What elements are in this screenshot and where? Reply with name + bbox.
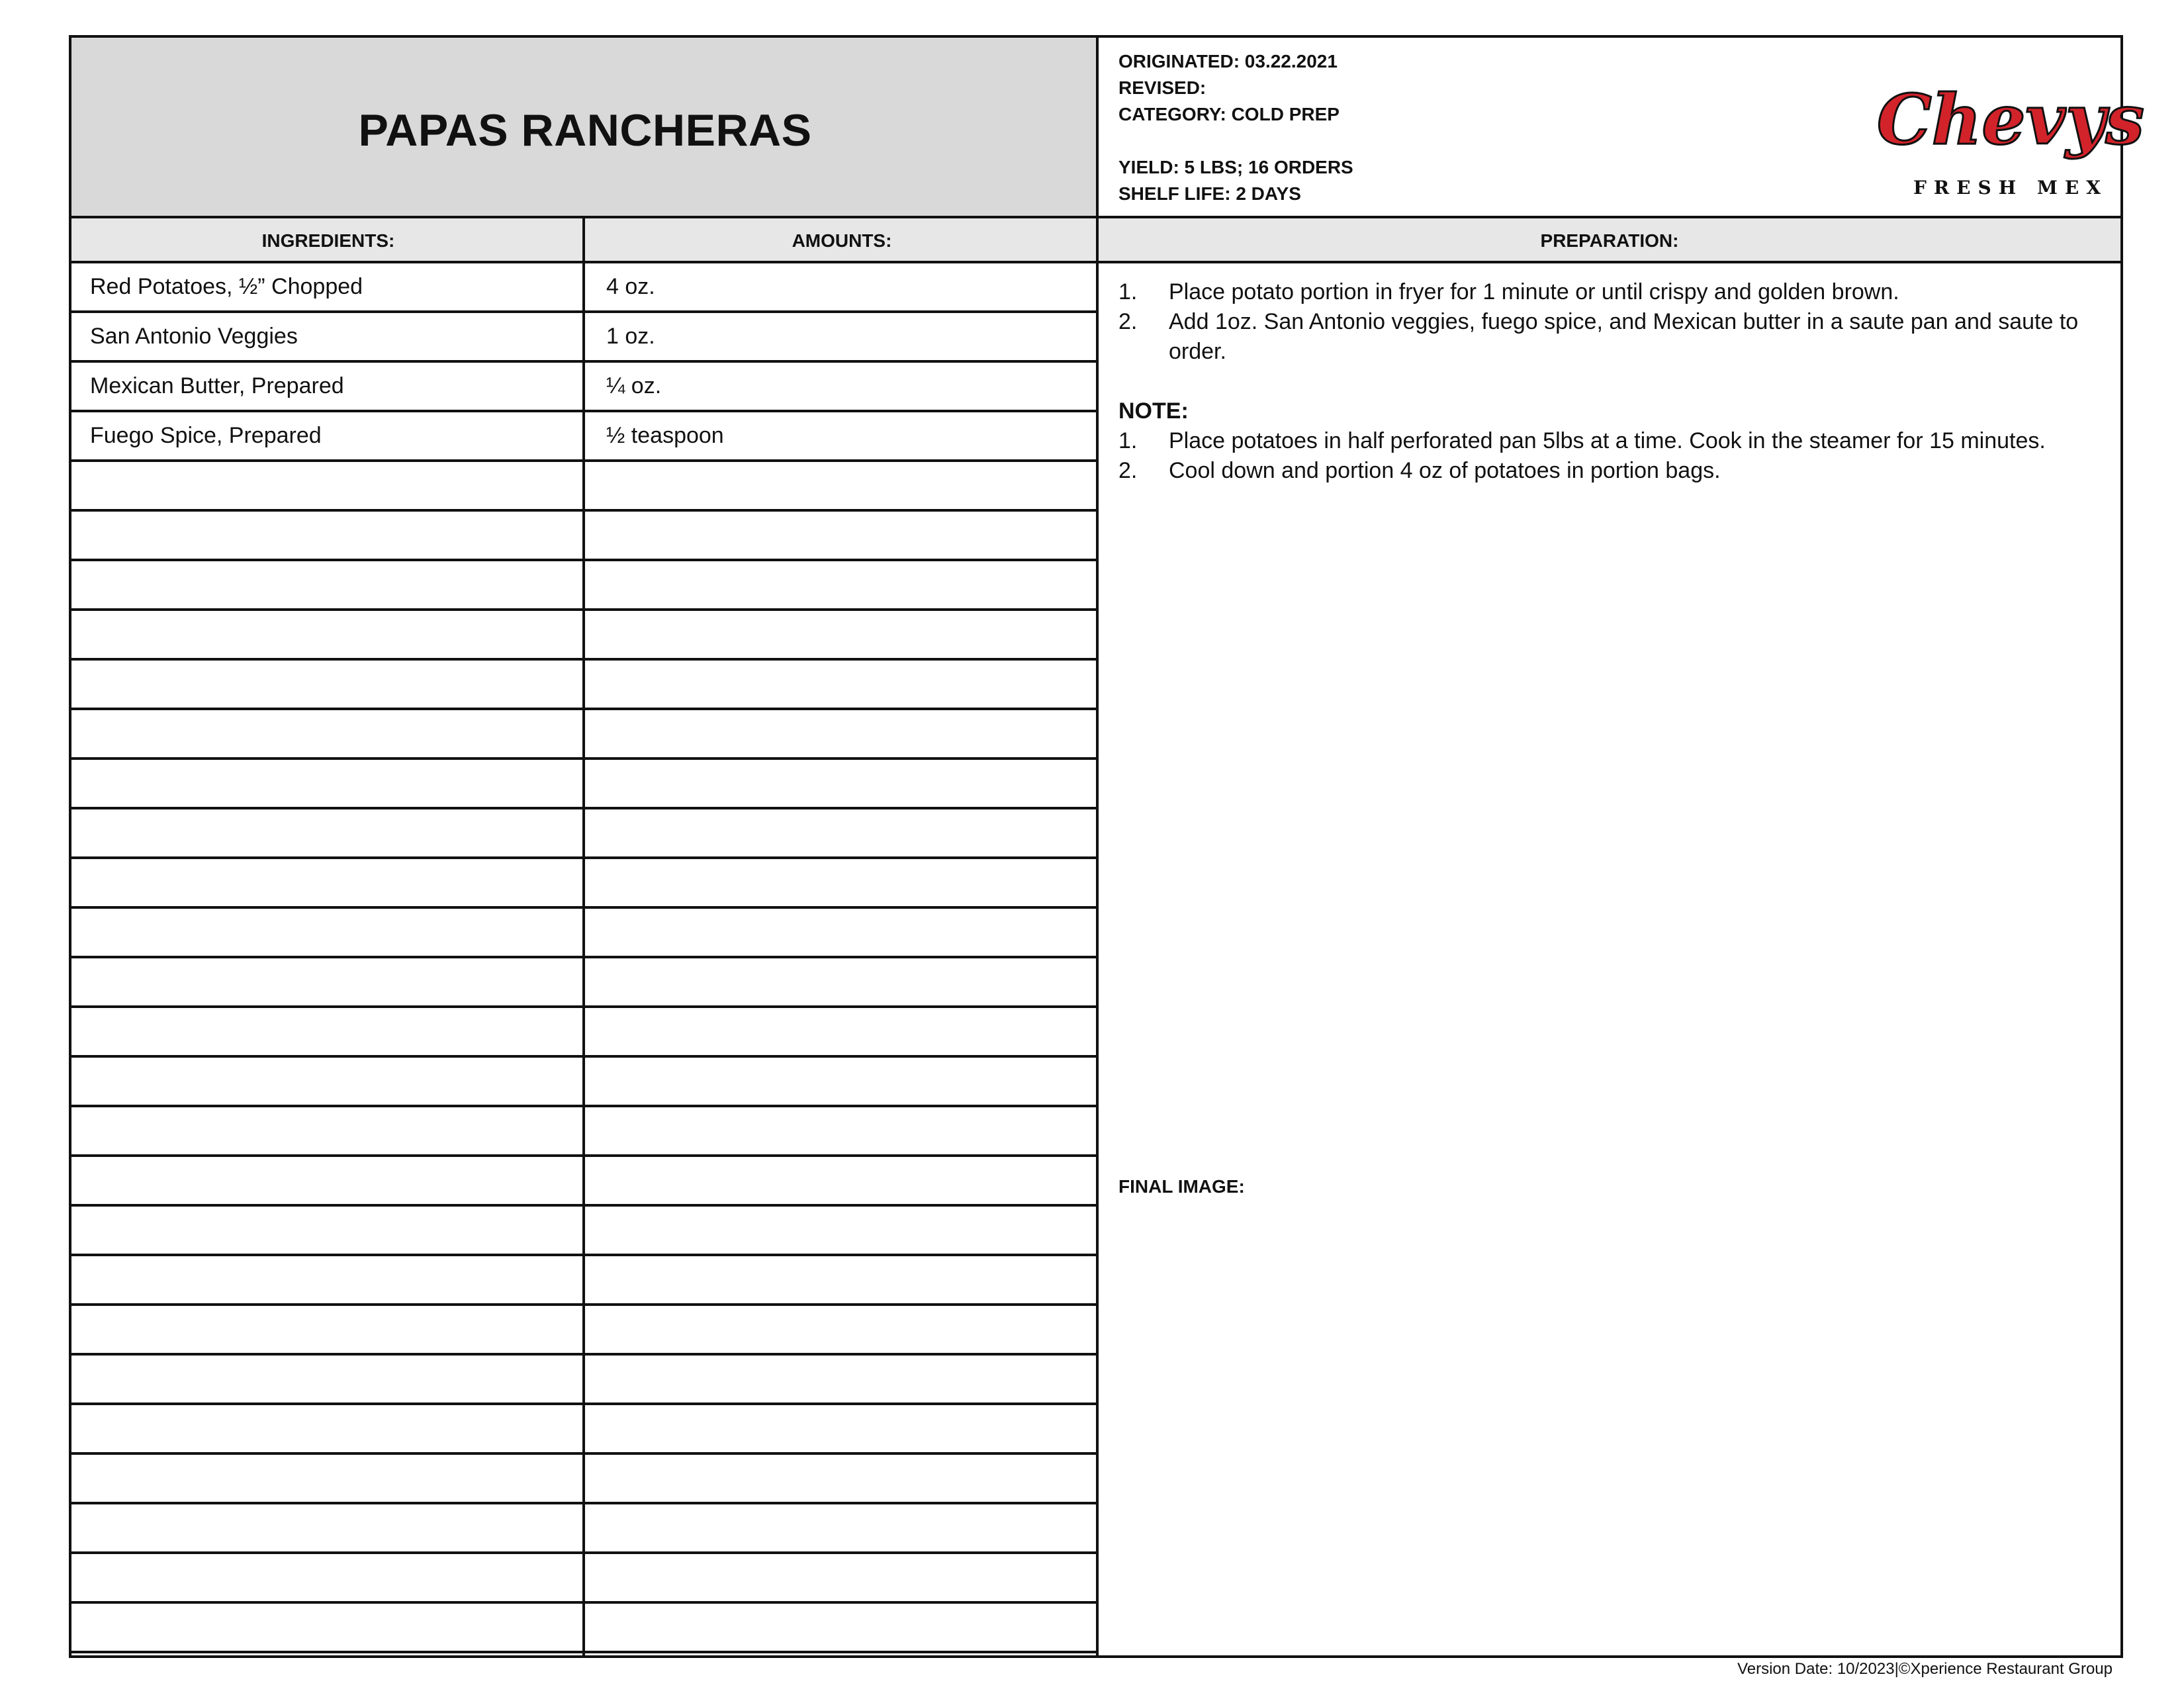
table-row <box>71 1356 1099 1405</box>
table-row <box>71 1306 1099 1356</box>
table-row <box>71 1653 1099 1703</box>
meta-spacer <box>1118 128 1780 154</box>
table-row <box>71 1504 1099 1554</box>
recipe-card <box>69 35 2144 1658</box>
main-divider <box>1096 38 1099 1655</box>
preparation-header: PREPARATION: <box>1099 218 2120 263</box>
item-text: Place potatoes in half perforated pan 5lbs at a time. Cook in the steamer for 15 minutes. <box>1169 428 2046 453</box>
item-number: 2. <box>1118 309 1138 334</box>
final-image-label: FINAL IMAGE: <box>1118 1176 1245 1197</box>
column-header-divider <box>71 261 2120 263</box>
preparation-steps <box>1118 277 2111 367</box>
list-item <box>1118 307 2111 367</box>
table-row <box>71 859 1099 909</box>
table-row <box>71 512 1099 561</box>
ingredient-amount: 1 oz. <box>606 324 655 349</box>
ingredient-name: Mexican Butter, Prepared <box>90 373 344 398</box>
item-number: 2. <box>1118 458 1138 483</box>
revised-date: REVISED: <box>1118 77 1206 98</box>
ingredient-amount: ½ teaspoon <box>606 423 724 448</box>
ingredients-amounts-divider <box>582 218 585 1655</box>
table-row <box>71 710 1099 760</box>
table-row <box>71 1554 1099 1604</box>
amounts-header: AMOUNTS: <box>585 218 1099 263</box>
originated-date: ORIGINATED: 03.22.2021 <box>1118 51 1338 71</box>
table-row <box>71 1107 1099 1157</box>
yield: YIELD: 5 LBS; 16 ORDERS <box>1118 157 1353 177</box>
list-item <box>1118 456 2111 486</box>
version-footer: Version Date: 10/2023|©Xperience Restaurant Group <box>1737 1660 2113 1678</box>
table-row <box>71 760 1099 809</box>
note-list <box>1118 426 2111 486</box>
chevys-logo <box>1877 64 2144 210</box>
preparation-content <box>1118 277 2111 486</box>
table-row <box>71 363 1099 412</box>
table-row <box>71 661 1099 710</box>
ingredient-name: Red Potatoes, ½” Chopped <box>90 274 363 299</box>
table-row <box>71 809 1099 859</box>
ingredient-name: Fuego Spice, Prepared <box>90 423 322 448</box>
note-heading: NOTE: <box>1118 398 1189 424</box>
list-item <box>1118 277 2111 307</box>
ingredient-amount: 4 oz. <box>606 274 655 299</box>
table-row <box>71 263 1099 313</box>
table-row <box>71 1157 1099 1207</box>
item-number: 1. <box>1118 279 1138 304</box>
table-row <box>71 1008 1099 1058</box>
category: CATEGORY: COLD PREP <box>1118 104 1340 124</box>
item-text: Add 1oz. San Antonio veggies, fuego spice, and Mexican butter in a saute pan and saute to order. <box>1169 309 2079 364</box>
table-row <box>71 909 1099 958</box>
table-row <box>71 1455 1099 1504</box>
table-row <box>71 1405 1099 1455</box>
item-text: Cool down and portion 4 oz of potatoes in portion bags. <box>1169 458 1721 483</box>
recipe-title: PAPAS RANCHERAS <box>358 105 812 156</box>
table-row <box>71 412 1099 462</box>
title-cell <box>71 38 1099 218</box>
table-row <box>71 611 1099 661</box>
ingredients-header: INGREDIENTS: <box>71 218 585 263</box>
list-item <box>1118 426 2111 456</box>
table-row <box>71 958 1099 1008</box>
table-row <box>71 1256 1099 1306</box>
logo-brand: Chevys <box>1877 79 2144 160</box>
item-text: Place potato portion in fryer for 1 minute or until crispy and golden brown. <box>1169 279 1899 304</box>
table-row <box>71 1058 1099 1107</box>
table-row <box>71 1207 1099 1256</box>
logo-tagline: FRESH MEX <box>1913 177 2108 199</box>
table-row <box>71 561 1099 611</box>
shelf-life: SHELF LIFE: 2 DAYS <box>1118 183 1301 204</box>
table-row <box>71 462 1099 512</box>
recipe-meta <box>1118 48 1780 207</box>
ingredient-amount: ¼ oz. <box>606 373 662 398</box>
item-number: 1. <box>1118 428 1138 453</box>
header-divider <box>71 216 2120 218</box>
table-row <box>71 1604 1099 1653</box>
ingredient-name: San Antonio Veggies <box>90 324 298 349</box>
table-row <box>71 313 1099 363</box>
